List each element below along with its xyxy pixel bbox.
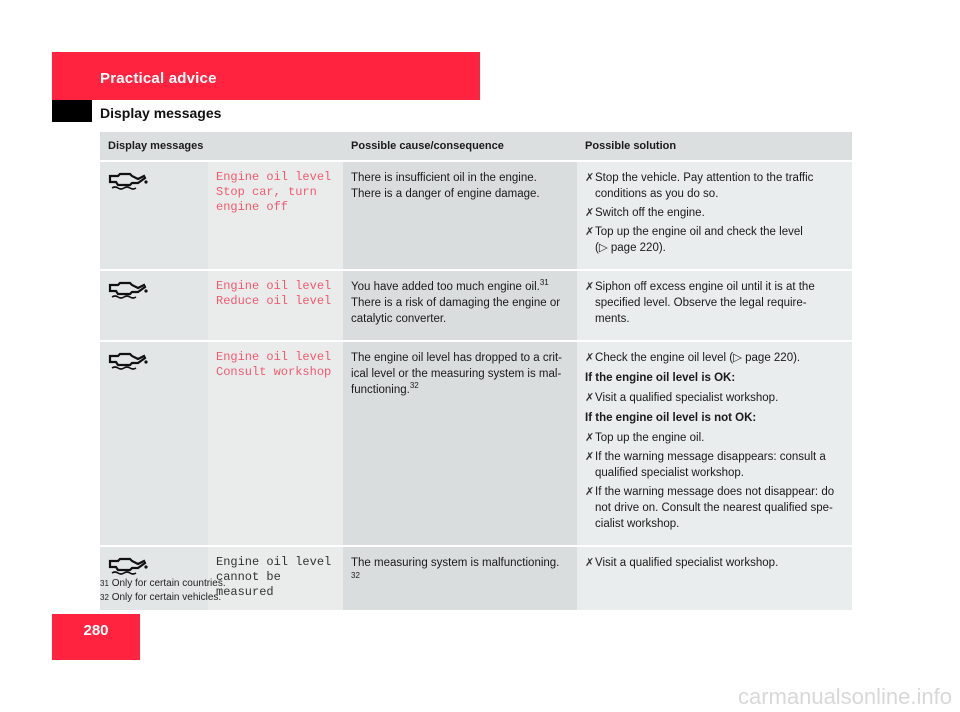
solution-cell bbox=[577, 271, 852, 342]
solution-step: ✗ Switch off the engine. bbox=[585, 207, 705, 219]
solution-cell bbox=[577, 547, 852, 612]
solution-step: ✗ Visit a qualified specialist workshop. bbox=[585, 557, 779, 569]
cause-cell bbox=[343, 271, 577, 342]
display-message-cell bbox=[208, 162, 343, 271]
display-message-line: Engine oil level bbox=[216, 555, 332, 569]
solution-heading: If the engine oil level is OK: bbox=[585, 372, 736, 384]
step-arrow-icon: ✗ bbox=[585, 281, 595, 293]
display-message-line: engine off bbox=[216, 200, 289, 214]
solution-cell bbox=[577, 342, 852, 547]
solution-step: ✗ If the warning message disappears: consult a qualified specialist workshop. bbox=[585, 451, 826, 479]
cause-cell bbox=[343, 547, 577, 612]
step-arrow-icon: ✗ bbox=[585, 451, 595, 463]
section-title: Practical advice bbox=[100, 70, 217, 87]
display-message-line: Engine oil level bbox=[216, 350, 332, 364]
column-header-cause: Possible cause/consequence bbox=[343, 132, 577, 162]
table-row bbox=[100, 342, 852, 547]
engine-oil-icon bbox=[108, 555, 148, 575]
step-arrow-icon: ✗ bbox=[585, 352, 595, 364]
step-arrow-icon: ✗ bbox=[585, 486, 595, 498]
step-arrow-icon: ✗ bbox=[585, 392, 595, 404]
display-messages-table bbox=[100, 132, 852, 612]
page-subtitle: Display messages bbox=[100, 105, 222, 121]
display-message-line: Engine oil level bbox=[216, 279, 332, 293]
cause-cell bbox=[343, 162, 577, 271]
step-arrow-icon: ✗ bbox=[585, 172, 595, 184]
cause-cell bbox=[343, 342, 577, 547]
display-message-line: cannot be measured bbox=[216, 570, 281, 599]
table-row bbox=[100, 271, 852, 342]
row-icon-cell bbox=[100, 342, 208, 547]
cause-line: The measuring system is malfunctioning. bbox=[351, 557, 560, 569]
footnotes bbox=[100, 577, 226, 605]
row-icon-cell bbox=[100, 162, 208, 271]
display-message-cell bbox=[208, 271, 343, 342]
table-header-row bbox=[100, 132, 852, 162]
table-row bbox=[100, 162, 852, 271]
page-number: 280 bbox=[83, 622, 109, 639]
column-header-display: Display messages bbox=[100, 132, 343, 162]
footnote-ref: 32 bbox=[409, 381, 419, 391]
cause-line: catalytic converter. bbox=[351, 313, 447, 325]
cause-line: ical level or the measuring system is mal- bbox=[351, 368, 562, 380]
solution-step: ✗ Check the engine oil level (▷ page 220). bbox=[585, 352, 801, 364]
step-arrow-icon: ✗ bbox=[585, 207, 595, 219]
cause-line: You have added too much engine oil.$^{31}$ bbox=[351, 278, 549, 293]
footnote-ref: 31 bbox=[539, 278, 549, 288]
watermark: carmanualsonline.info bbox=[737, 684, 952, 709]
row-icon-cell bbox=[100, 271, 208, 342]
display-message-cell bbox=[208, 547, 343, 612]
engine-oil-icon bbox=[108, 279, 148, 299]
step-arrow-icon: ✗ bbox=[585, 557, 595, 569]
footnote-31: $^{31}$ Only for certain countries. bbox=[100, 578, 226, 589]
step-arrow-icon: ✗ bbox=[585, 432, 595, 444]
display-message-line: Consult workshop bbox=[216, 365, 332, 379]
display-message-line: Stop car, turn bbox=[216, 185, 317, 199]
cause-line: functioning.$^{32}$ bbox=[351, 381, 419, 396]
solution-step: ✗ Visit a qualified specialist workshop. bbox=[585, 392, 779, 404]
cause-line: There is a danger of engine damage. bbox=[351, 188, 540, 200]
cause-line: The engine oil level has dropped to a crit- bbox=[351, 352, 562, 364]
cause-line: There is a risk of damaging the engine or bbox=[351, 297, 561, 309]
solution-step: ✗ Top up the engine oil. bbox=[585, 432, 705, 444]
footnote-ref: 32 bbox=[351, 571, 360, 580]
footnote-32: $^{32}$ Only for certain vehicles. bbox=[100, 592, 222, 603]
display-message-cell bbox=[208, 342, 343, 547]
marker-block bbox=[52, 100, 92, 122]
solution-step: ✗ If the warning message does not disappear: do not drive on. Consult the nearest qualified spe- cialist workshop. bbox=[585, 486, 835, 530]
display-message-line: Engine oil level bbox=[216, 170, 332, 184]
solution-step: ✗ Siphon off excess engine oil until it is at the specified level. Observe the legal require- ments. bbox=[585, 281, 815, 325]
solution-heading: If the engine oil level is not OK: bbox=[585, 412, 757, 424]
column-header-solution: Possible solution bbox=[577, 132, 852, 162]
solution-cell bbox=[577, 162, 852, 271]
solution-step: ✗ Stop the vehicle. Pay attention to the traffic conditions as you do so. bbox=[585, 172, 814, 200]
step-arrow-icon: ✗ bbox=[585, 226, 595, 238]
display-message-line: Reduce oil level bbox=[216, 294, 332, 308]
table-body bbox=[100, 162, 852, 612]
engine-oil-icon bbox=[108, 170, 148, 190]
solution-step: ✗ Top up the engine oil and check the level (▷ page 220). bbox=[585, 226, 803, 254]
cause-line: There is insufficient oil in the engine. bbox=[351, 172, 537, 184]
engine-oil-icon bbox=[108, 350, 148, 370]
